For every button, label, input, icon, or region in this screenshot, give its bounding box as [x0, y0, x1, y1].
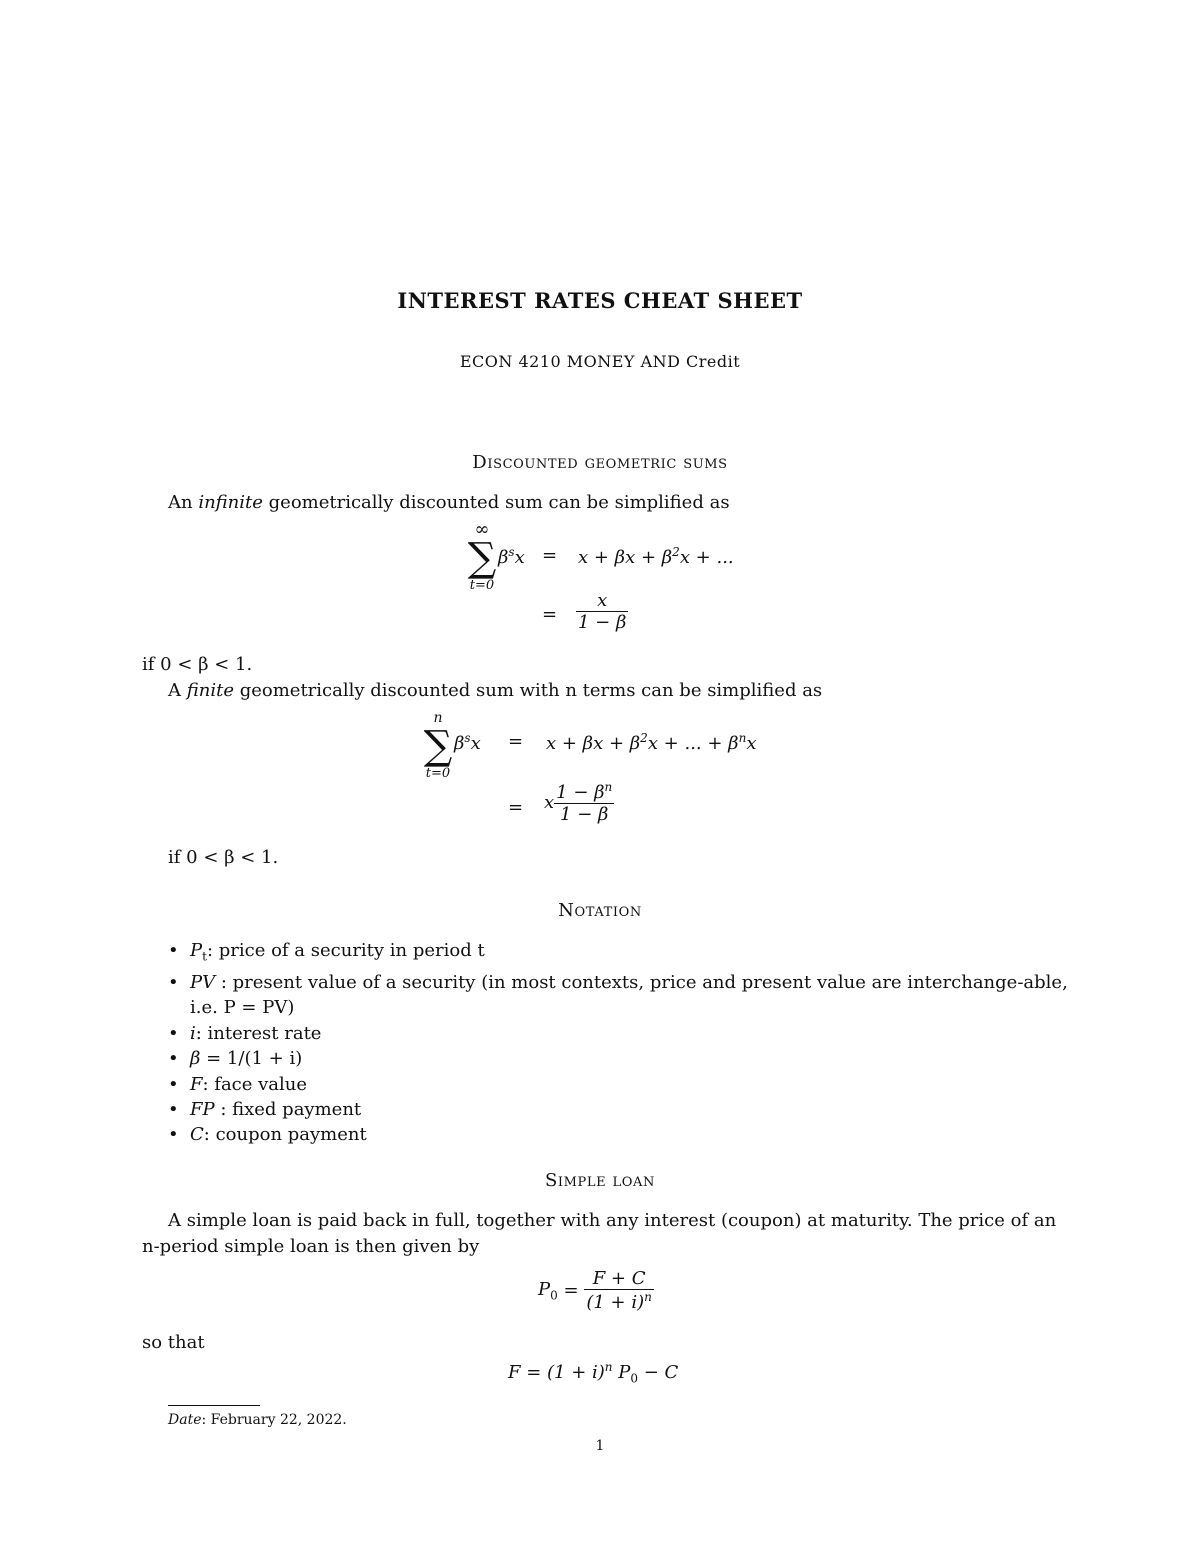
face-value-eq-sub: 0 [630, 1371, 639, 1386]
finite-sum-intro [168, 678, 822, 704]
notation-symbol: F [190, 1073, 203, 1095]
equals-sign-4: = [508, 797, 524, 818]
notation-symbol: FP [190, 1099, 215, 1121]
simple-loan-paragraph: A simple loan is paid back in full, together with any interest (coupon) at maturity. The price of an n-period simple loan is then given by [142, 1210, 1057, 1257]
condition-finite: if 0 < β < 1. [168, 847, 279, 868]
infinite-sum-closed-form [576, 590, 628, 633]
notation-symbol: C [190, 1124, 204, 1146]
course-subtitle: ECON 4210 MONEY AND Credit [459, 352, 741, 371]
notation-list [168, 938, 1068, 1148]
notation-symbol: PV [190, 972, 216, 993]
sum-upper-limit-n: n [433, 710, 443, 726]
intro-emphasis: infinite [198, 492, 263, 513]
footnote-text: : February 22, 2022. [201, 1412, 347, 1428]
footnote-rule [168, 1405, 260, 1406]
notation-description: : price of a security in period t [206, 940, 485, 961]
notation-symbol: β [190, 1048, 201, 1070]
finite-exponent-2: 2 [640, 731, 648, 745]
finite-exponent-n: n [738, 731, 747, 745]
infinite-sum-lhs [498, 545, 525, 568]
rhs-expansion-head: x + βx + β [578, 547, 673, 568]
footnote-label: Date [168, 1412, 202, 1428]
face-value-eq-head: F = (1 + i) [508, 1362, 605, 1383]
sigma-symbol: ∑ [467, 535, 497, 581]
intro-text-before: An [168, 492, 199, 513]
finite-sum-rhs-expansion [546, 731, 756, 754]
fraction-numerator: x [597, 590, 608, 611]
variable-x-finite: x [470, 733, 481, 754]
face-value-equation [508, 1360, 678, 1386]
price-denominator-exp: n [644, 1290, 652, 1304]
finite-expansion-head: x + βx + β [546, 733, 641, 754]
footnote [168, 1412, 347, 1428]
beta-symbol-finite: β [454, 733, 465, 754]
list-item [168, 1072, 1068, 1097]
sum-upper-limit: ∞ [474, 519, 490, 540]
price-subscript: 0 [550, 1288, 558, 1303]
exponent-s: s [508, 545, 515, 559]
notation-symbol: P [190, 940, 203, 961]
notation-symbol: i [190, 1022, 196, 1044]
variable-x: x [514, 547, 525, 568]
finite-sum-lhs [454, 731, 481, 754]
equals-sign-1: = [542, 545, 558, 566]
price-lhs [538, 1278, 558, 1303]
page-title: INTEREST RATES CHEAT SHEET [397, 288, 803, 313]
intro-text-after: geometrically discounted sum can be simplified as [262, 492, 730, 513]
price-symbol: P [538, 1278, 551, 1300]
section-heading-geometric-sums: Discounted geometric sums [472, 452, 728, 473]
condition-infinite: if 0 < β < 1. [142, 654, 253, 675]
price-equation [538, 1268, 654, 1313]
face-value-eq-exp: n [604, 1360, 613, 1374]
closed-form-x: x [544, 792, 555, 813]
infinite-sum-intro [168, 490, 730, 516]
exponent-s-finite: s [464, 731, 471, 745]
price-numerator: F + C [592, 1268, 646, 1289]
page-number: 1 [595, 1438, 605, 1454]
equals-sign-3: = [508, 731, 524, 752]
equals-sign-2: = [542, 604, 558, 625]
list-item [168, 938, 1068, 970]
closed-form-numerator-exp: n [604, 780, 613, 794]
list-item [168, 1021, 1068, 1046]
notation-description: : coupon payment [203, 1124, 367, 1146]
price-denominator: (1 + i) [586, 1292, 645, 1313]
finite-sum-closed-form [544, 780, 614, 825]
closed-form-numerator: 1 − β [556, 782, 605, 803]
notation-description: : present value of a security (in most contexts, price and present value are interchange-able, i.e. P = PV) [190, 972, 1068, 1019]
list-item [168, 1046, 1068, 1071]
finite-intro-emphasis: finite [186, 680, 234, 701]
section-heading-notation: Notation [558, 900, 642, 921]
list-item [168, 1097, 1068, 1122]
exponent-2: 2 [672, 545, 680, 559]
sum-lower-limit-finite: t=0 [425, 766, 451, 781]
face-value-eq-tail: − C [638, 1362, 679, 1383]
face-value-eq-price: P [612, 1362, 631, 1383]
section-heading-simple-loan: Simple loan [544, 1170, 656, 1191]
sum-lower-limit: t=0 [469, 578, 495, 593]
list-item [168, 970, 1068, 1021]
rhs-expansion-tail: x + ... [679, 547, 734, 568]
finite-intro-after: geometrically discounted sum with n terms can be simplified as [233, 680, 823, 701]
price-equals: = [563, 1280, 579, 1301]
sigma-symbol-finite: ∑ [423, 723, 453, 769]
finite-expansion-mid: x + ... + β [647, 733, 739, 754]
notation-description: = 1/(1 + i) [200, 1048, 303, 1070]
fraction-denominator: 1 − β [578, 612, 627, 633]
beta-symbol: β [498, 547, 509, 568]
list-item [168, 1122, 1068, 1147]
infinite-sum-rhs-expansion [578, 545, 734, 568]
closed-form-denominator: 1 − β [554, 803, 614, 825]
notation-subscript: t [202, 949, 207, 964]
notation-description: : interest rate [195, 1022, 322, 1044]
so-that-text: so that [142, 1332, 205, 1353]
finite-expansion-tail: x [746, 733, 757, 754]
notation-description: : fixed payment [214, 1099, 362, 1121]
finite-intro-before: A [168, 680, 187, 701]
notation-description: : face value [202, 1073, 308, 1095]
